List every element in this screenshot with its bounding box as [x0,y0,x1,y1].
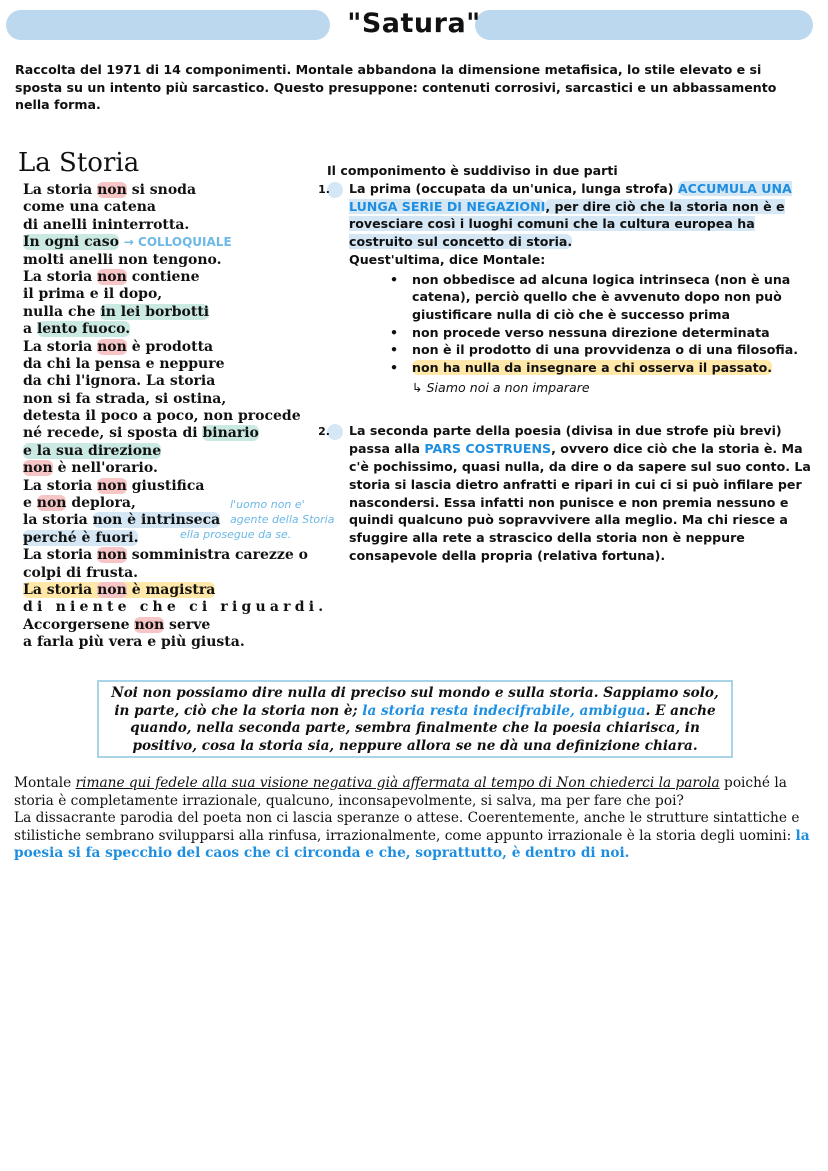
handwritten-note: ↳ Siamo noi a non imparare [412,379,590,395]
poem-line: e non deplora, [23,495,136,512]
poem-line: perché è fuori. [23,529,139,546]
part-two: 2. La seconda parte della poesia (divisa in due strofe più brevi) passa alla PARS COSTRUENS, ovvero dice ciò che la storia è. Ma c'è pochissimo, quasi nulla, da dire o da sapere sul suo conto. La storia si lascia dietro anfratti e ripari in cui ci si può infilare per nascondersi. Essa infatti non punisce e non premia nessuno e quindi qualcuno può sopravvivere alla meglio. Ma chi riesce a sfuggire alla rete a strascico della storia non è neppure consapevole della propria (relativa fortuna). [318,423,811,563]
poem-line: a farla più vera e più giusta. [23,634,245,651]
poem-line: Accorgersene non serve [23,616,211,633]
poem-line: e la sua direzione [23,442,162,459]
poem-line: detesta il poco a poco, non procede [23,408,301,425]
poem-line: nulla che in lei borbotti [23,303,210,320]
part-one-sub: Quest'ultima, dice Montale: [349,251,546,267]
intro-text: Raccolta del 1971 di 14 componimenti. Montale abbandona la dimensione metafisica, lo stile elevato e si sposta su un intento più sarcastico. Questo presuppone: contenuti corrosivi, sarcastici e un abbassamento nella forma. [15,62,777,112]
poem-line: La storia non è magistra [23,581,216,598]
analysis-column [318,162,812,564]
poem-line: La storia non contiene [23,268,200,285]
poem-line: il prima e il dopo, [23,286,163,303]
poem-line: di anelli ininterrotta. [23,216,190,233]
poem-line: La storia non è prodotta [23,338,214,355]
poem-line: come una catena [23,199,156,216]
poem-line: né recede, si sposta di binario [23,425,259,442]
list-item: • non procede verso nessuna direzione determinata [412,324,812,342]
poem-line: In ogni caso → COLLOQUIALE [23,234,232,251]
page-title: "Satura" [347,8,481,39]
poem-line: La storia non giustifica [23,477,205,494]
part-one: 1. La prima (occupata da un'unica, lunga strofa) ACCUMULA UNA LUNGA SERIE DI NEGAZIONI, per dire ciò che la storia non è e rovesciare così i luoghi comuni che la cultura europea ha costruito sul concetto di storia. [318,180,792,250]
list-item: • non è il prodotto di una provvidenza o di una filosofia. [412,341,812,359]
poem-line: La storia non si snoda [23,182,197,198]
poem-line: non è nell'orario. [23,460,158,477]
poem-line: da chi la pensa e neppure [23,355,225,372]
poem-title: La Storia [18,148,140,178]
poem-line: non si fa strada, si ostina, [23,390,227,407]
section-heading: Il componimento è suddiviso in due parti [327,163,618,178]
handwritten-note: → COLLOQUIALE [123,235,232,250]
summary-box: Noi non possiamo dire nulla di preciso sul mondo e sulla storia. Sappiamo solo, in parte, ciò che la storia non è; la storia resta indecifrabile, ambigua. E anche quando, nella seconda parte, sembra finalmente che la poesia chiarisca, in positivo, cosa la storia sia, neppure allora se ne dà una definizione chiara. [97,680,733,758]
conclusion [14,775,814,863]
poem-line: di niente che ci riguardi. [23,599,328,616]
list-item: • non ha nulla da insegnare a chi osserva il passato. [412,359,812,377]
poem-line: La storia non somministra carezze o [23,547,308,564]
poem [23,182,328,652]
poem-line: molti anelli non tengono. [23,251,222,268]
poem-line: la storia non è intrinseca [23,512,221,529]
negations-list [327,271,812,377]
conclusion-paragraph: Montale rimane qui fedele alla sua visione negativa già affermata al tempo di Non chiederci la parola poiché la storia è completamente irrazionale, qualcuno, inconsapevolmente, si salva, ma per fare che poi? [14,775,787,809]
poem-line: da chi l'ignora. La storia [23,373,216,390]
poem-line: colpi di frusta. [23,564,139,581]
poem-line: a lento fuoco. [23,321,131,338]
conclusion-paragraph: La dissacrante parodia del poeta non ci lascia speranze o attese. Coerentemente, anche le strutture sintattiche e stilistiche sembrano svilupparsi alla rinfusa, irrazionalmente, come appunto irrazionale è la storia degli uomini: la poesia si fa specchio del caos che ci circonda e che, soprattutto, è dentro di noi. [14,810,810,862]
handwritten-note: l'uomo non e' agente della Storia ella prosegue da se. [180,498,335,541]
list-item: • non obbedisce ad alcuna logica intrinseca (non è una catena), perciò quello che è avvenuto dopo non può giustificare nulla di ciò che è successo prima [412,271,812,324]
